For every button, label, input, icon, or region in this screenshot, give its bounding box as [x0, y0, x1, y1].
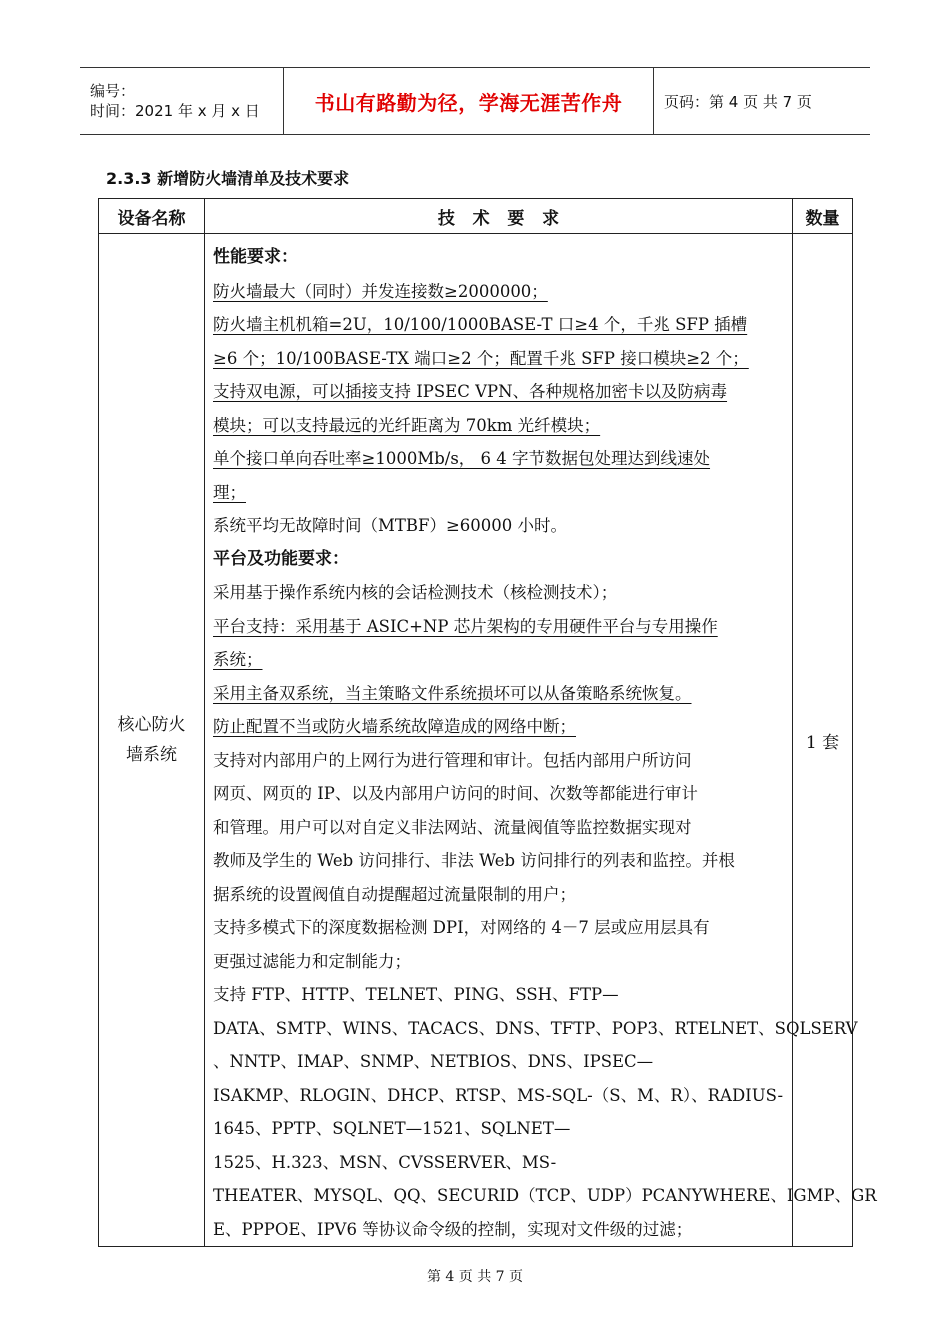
requirement-line: 采用主备双系统，当主策略文件系统损坏可以从备策略系统恢复。 — [213, 683, 692, 703]
quantity-cell: 1 套 — [793, 234, 853, 1247]
requirement-line: 采用基于操作系统内核的会话检测技术（核检测技术）； — [213, 583, 618, 602]
document-date: 时间：2021 年 x 月 x 日 — [90, 102, 260, 120]
requirement-line: 1525、H.323、MSN、CVSSERVER、MS- — [213, 1152, 557, 1172]
firewall-spec-table — [98, 198, 877, 1247]
requirement-line: 更强过滤能力和定制能力； — [213, 951, 411, 971]
requirement-line: 据系统的设置阀值自动提醒超过流量限制的用户； — [213, 884, 576, 904]
requirement-line: 防止配置不当或防火墙系统故障造成的网络中断； — [213, 717, 576, 736]
requirement-line: 支持双电源，可以插接支持 IPSEC VPN、各种规格加密卡以及防病毒 — [213, 382, 728, 401]
header-page-code: 页码：第 4 页 共 7 页 — [664, 92, 812, 111]
header-quantity: 数量 — [793, 199, 853, 234]
table-header-row — [99, 199, 853, 234]
subheading-performance: 性能要求： — [213, 247, 298, 267]
requirement-line: 模块；可以支持最远的光纤距离为 70km 光纤模块； — [213, 415, 601, 435]
requirement-line: 单个接口单向吞吐率≥1000Mb/s， 6 4 字节数据包处理达到线速处 — [213, 449, 711, 468]
requirement-line: 系统平均无故障时间（MTBF）≥60000 小时。 — [213, 516, 568, 535]
requirement-line: 支持多模式下的深度数据检测 DPI，对网络的 4－7 层或应用层具有 — [213, 918, 710, 937]
page-header — [80, 67, 870, 135]
requirement-line: 防火墙最大（同时）并发连接数≥2000000； — [213, 281, 548, 301]
requirement-line: 支持对内部用户的上网行为进行管理和审计。包括内部用户所访问 — [213, 750, 692, 770]
requirement-line: 、NNTP、IMAP、SNMP、NETBIOS、DNS、IPSEC— — [213, 1052, 654, 1071]
requirement-line: ≥6 个；10/100BASE-TX 端口≥2 个；配置千兆 SFP 接口模块≥2 个； — [213, 348, 749, 368]
requirement-line: ISAKMP、RLOGIN、DHCP、RTSP、MS-SQL-（S、M、R）、RADIUS- — [213, 1085, 784, 1105]
subheading-platform: 平台及功能要求： — [213, 548, 349, 569]
requirement-line: 防火墙主机机箱=2U，10/100/1000BASE-T 口≥4 个，千兆 SFP 插槽 — [213, 315, 748, 334]
requirement-line: THEATER、MYSQL、QQ、SECURID（TCP、UDP）PCANYWHERE、IGMP、GR — [213, 1186, 877, 1205]
table-row — [99, 234, 853, 1247]
requirement-line: 平台支持：采用基于 ASIC+NP 芯片架构的专用硬件平台与专用操作 — [213, 616, 718, 636]
requirement-line: 理； — [213, 482, 246, 502]
header-device-name: 设备名称 — [99, 199, 205, 234]
section-title: 2.3.3 新增防火墙清单及技术要求 — [106, 169, 350, 188]
header-motto: 书山有路勤为径，学海无涯苦作舟 — [284, 68, 654, 134]
page-footer: 第 4 页 共 7 页 — [426, 1269, 524, 1285]
requirement-line: 系统； — [213, 650, 263, 669]
requirement-line: 教师及学生的 Web 访问排行、非法 Web 访问排行的列表和监控。并根 — [213, 851, 735, 870]
requirement-line: 和管理。用户可以对自定义非法网站、流量阀值等监控数据实现对 — [213, 817, 692, 837]
header-requirements: 技 术 要 求 — [205, 199, 793, 234]
device-name-line: 墙系统 — [126, 745, 177, 765]
requirement-line: 1645、PPTP、SQLNET—1521、SQLNET— — [213, 1119, 571, 1138]
header-meta — [80, 68, 284, 134]
requirement-line: E、PPPOE、IPV6 等协议命令级的控制，实现对文件级的过滤； — [213, 1219, 693, 1239]
requirement-line: 网页、网页的 IP、以及内部用户访问的时间、次数等都能进行审计 — [213, 784, 698, 803]
requirement-line: 支持 FTP、HTTP、TELNET、PING、SSH、FTP— — [213, 985, 619, 1004]
device-name-line: 核心防火 — [117, 715, 186, 735]
device-name-cell — [99, 234, 205, 1247]
document-number-label: 编号： — [90, 82, 136, 100]
requirement-line: DATA、SMTP、WINS、TACACS、DNS、TFTP、POP3、RTELNET、SQLSERV — [213, 1018, 858, 1038]
